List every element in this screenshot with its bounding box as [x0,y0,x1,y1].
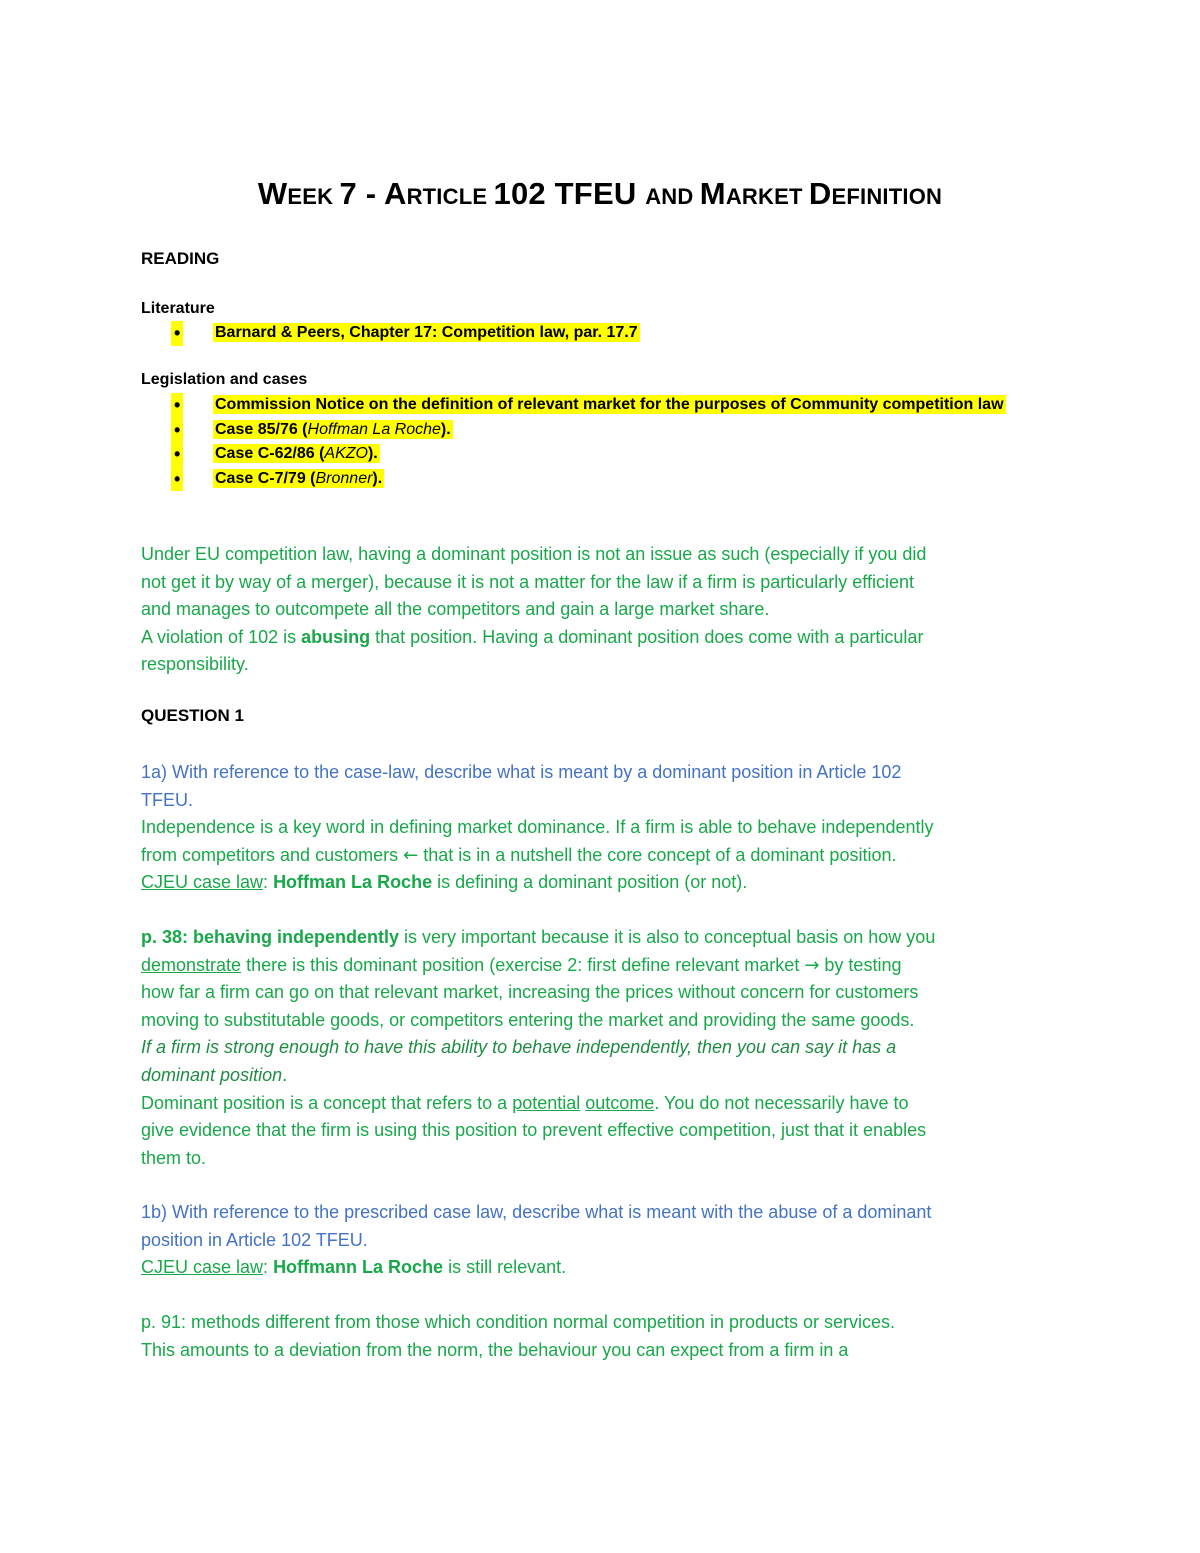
case-suffix: ). [372,469,383,487]
text-line [141,1062,1061,1090]
list-item [141,467,1006,492]
text-line: give evidence that the firm is using this position to prevent effective competition, just that it enables [141,1120,927,1141]
underlined-text: potential [512,1092,581,1113]
text-line: responsibility. [141,654,249,675]
list-item [141,393,1006,418]
text-run: by testing [819,954,902,975]
text-run: from competitors and customers [141,844,404,865]
text-line: If a firm is strong enough to have this ability to behave independently, then you can say it has a [141,1037,897,1058]
list-item-text [213,469,384,488]
question-text: position in Article 102 TFEU. [141,1229,368,1250]
text-run: that is in a nutshell the core concept of a dominant position. [418,844,897,865]
text-line: Under EU competition law, having a dominant position is not an issue as such (especially if you did [141,544,927,564]
case-number: Case C-7/79 ( [215,469,316,487]
question-1-heading: QUESTION 1 [141,706,244,725]
p38-paragraph [141,924,1061,1172]
literature-label: Literature [141,300,215,317]
case-number: Case C-62/86 ( [215,445,325,462]
bullet-icon: • [171,321,183,346]
legislation-label: Legislation and cases [141,371,308,388]
title-part: ARKET [725,184,809,209]
list-item-text [213,444,380,463]
text-run: . You do not necessarily have to [654,1092,909,1113]
text-line: and manages to outcompete all the competitors and gain a large market share. [141,599,770,620]
text-line: This amounts to a deviation from the norm, the behaviour you can expect from a firm in a [141,1339,849,1360]
text-line: Independence is a key word in defining market dominance. If a firm is able to behave independently [141,817,934,838]
case-law-label: CJEU case law [141,872,264,893]
bullet-icon: • [171,393,183,418]
title-part: EEK [287,184,340,209]
text-line: not get it by way of a merger), because it is not a matter for the law if a firm is particularly efficient [141,571,914,592]
list-item [141,321,640,346]
emphasis-text: abusing [301,626,371,647]
text-line: p. 91: methods different from those which condition normal competition in products or services. [141,1312,896,1332]
page-ref: p. 38: [141,927,194,947]
text-run: : [263,872,274,893]
question-1b [141,1199,1061,1282]
title-part: 7 - [339,176,384,211]
text-line [141,624,1061,652]
text-line [141,842,1061,870]
list-item [141,442,1006,467]
title-part: RTICLE [406,184,494,209]
literature-list [141,321,640,346]
case-law-label: CJEU case law [141,1257,264,1278]
title-part: EFINITION [831,184,943,209]
list-item-text [213,395,1006,414]
underlined-text: outcome [585,1092,655,1113]
arrow-left-icon: ← [403,844,419,866]
title-part: W [257,176,288,211]
title-part: A [383,176,407,211]
title-part: M [699,176,726,211]
text-line [141,1254,1061,1282]
text-line [141,869,1061,897]
text-run: A violation of 102 is [141,626,302,647]
case-title: Commission Notice on the definition of relevant market for the purposes of Community competition law [215,396,1004,413]
case-name: Hoffman La Roche [273,872,433,893]
case-name: Hoffmann La Roche [273,1257,444,1278]
case-suffix: ). [367,445,378,462]
case-name: Bronner [315,469,373,487]
legislation-list [141,393,1006,491]
italic-text: dominant position [141,1064,283,1085]
case-suffix: ). [440,420,451,438]
text-line [141,1090,1061,1118]
text-run: is defining a dominant position (or not). [432,872,748,893]
arrow-right-icon: → [804,954,820,976]
text-line [141,952,1061,980]
bullet-icon: • [171,442,183,467]
underlined-text: demonstrate [141,954,242,975]
case-number: Case 85/76 ( [215,420,308,438]
text-run: . [282,1064,288,1085]
list-item-text: Barnard & Peers, Chapter 17: Competition law, par. 17.7 [215,324,638,341]
bullet-icon: • [171,467,183,492]
reading-heading: READING [141,249,220,268]
title-part: 102 TFEU [493,176,646,211]
text-run: Dominant position is a concept that refers to a [141,1092,513,1113]
emphasis-text: behaving independently [193,927,400,947]
text-line: them to. [141,1147,207,1168]
title-part: D [808,176,832,211]
question-text: TFEU. [141,789,193,810]
p91-paragraph [141,1309,1061,1364]
page-title [0,176,1200,212]
text-line [141,924,1061,952]
text-run: : [263,1257,274,1278]
case-name: Hoffman La Roche [307,420,441,438]
text-line: moving to substitutable goods, or competitors entering the market and providing the same goods. [141,1009,915,1030]
title-part: AND [645,184,700,209]
question-text: 1b) With reference to the prescribed case law, describe what is meant with the abuse of a dominant [141,1202,932,1222]
text-run: is very important because it is also to conceptual basis on how you [399,927,936,947]
text-line: how far a firm can go on that relevant market, increasing the prices without concern for customers [141,982,919,1003]
case-name: AKZO [324,445,368,462]
question-text: 1a) With reference to the case-law, describe what is meant by a dominant position in Article 102 [141,762,902,782]
intro-paragraph [141,541,1061,679]
bullet-icon: • [171,418,183,443]
question-1a [141,759,1061,897]
text-run: there is this dominant position (exercise 2: first define relevant market [241,954,805,975]
list-item-text [213,420,453,439]
list-item [141,418,1006,443]
text-run: that position. Having a dominant position does come with a particular [370,626,924,647]
text-run: is still relevant. [443,1257,567,1278]
